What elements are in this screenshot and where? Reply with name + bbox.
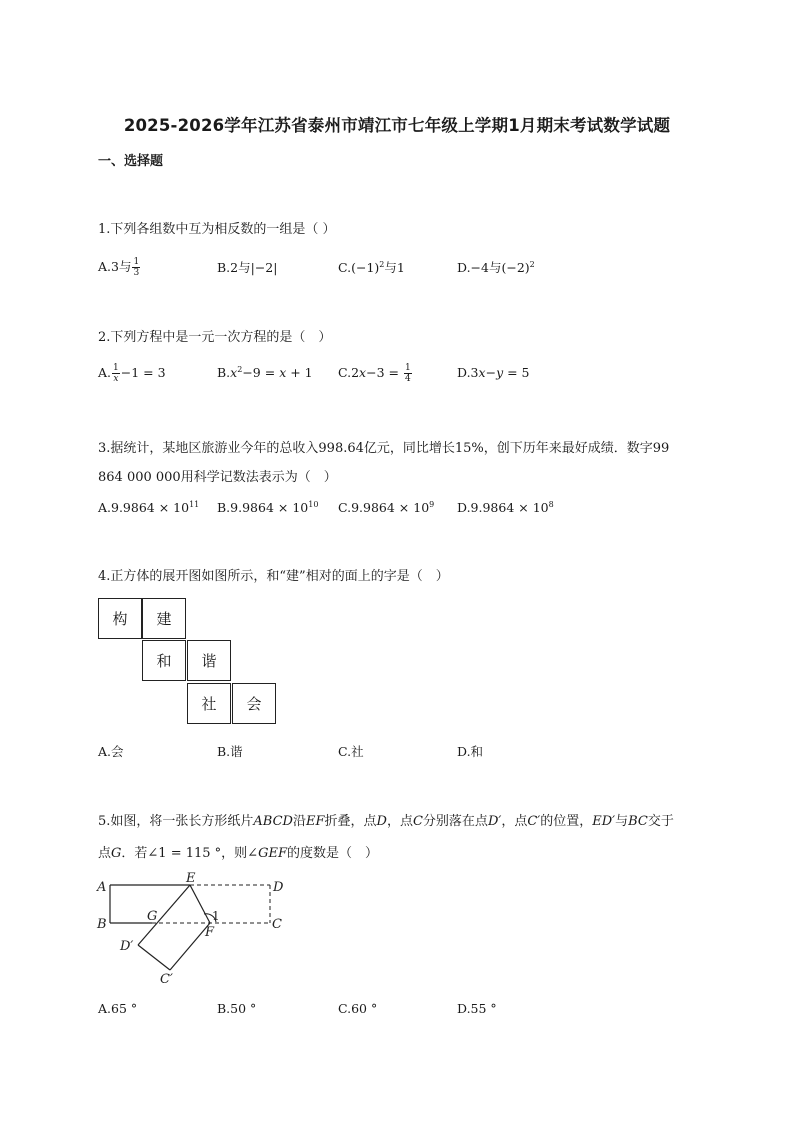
net-cell-he: 和 [142, 640, 186, 681]
q5-option-d: D.55 ° [457, 1001, 497, 1016]
label-f: F [205, 925, 215, 940]
segment-ed-prime [138, 885, 190, 945]
q4-option-a: A.会 [98, 744, 124, 759]
q3-option-a: $A.9.9864 \times 10^{11}$ [98, 500, 200, 516]
q5-option-b: B.50 ° [217, 1001, 257, 1016]
q4-option-b: B.谐 [217, 744, 243, 759]
q4-option-d: D.和 [457, 744, 484, 759]
q4-option-c: C.社 [338, 744, 364, 759]
label-d-prime: D′ [120, 939, 134, 954]
question-2-stem: 2.下列方程中是一元一次方程的是（ ） [98, 330, 332, 345]
q2-option-c: C.2x−3 = $\frac{1}{4}$ [338, 363, 411, 384]
label-d: D [273, 880, 284, 895]
q1-option-b: B.2与|−2| [217, 260, 278, 275]
label-c-prime: C′ [160, 972, 173, 987]
q5-option-c: C.60 ° [338, 1001, 378, 1016]
segment-c-prime-f [170, 923, 210, 970]
fold-line-ef [190, 885, 210, 923]
question-5-stem-line-2: 点G．若∠1 = 115 °，则∠GEF的度数是（ ） [98, 846, 378, 861]
folding-rectangle-figure [92, 870, 302, 990]
net-cell-she: 社 [187, 683, 231, 724]
page-title: 2025-2026学年江苏省泰州市靖江市七年级上学期1月期末考试数学试题 [123, 116, 671, 135]
q2-option-b: $B.x^2-9 = x + 1$ [217, 365, 313, 381]
section-heading: 一、选择题 [98, 154, 164, 169]
q1-option-c: $C.(-1)^2$与1 [338, 259, 405, 275]
question-5-stem-line-1: 5.如图，将一张长方形纸片ABCD沿EF折叠，点D，点C分别落在点D′，点C′的位置，ED′与BC交于 [98, 814, 674, 829]
question-4-stem: 4.正方体的展开图如图所示，和“建”相对的面上的字是（ ） [98, 569, 449, 584]
q1-option-d: D.−4与$(-2)^2$ [457, 259, 535, 275]
q3-option-b: $B.9.9864 \times 10^{10}$ [217, 500, 319, 516]
q2-option-d: D.3x−y = 5 [457, 365, 530, 380]
label-b: B [97, 917, 107, 932]
question-3-stem-line-1: 3.据统计，某地区旅游业今年的总收入998.64亿元，同比增长15%，创下历年来最好成绩．数字99 [98, 441, 670, 456]
segment-d-prime-c-prime [138, 945, 170, 970]
net-cell-hui: 会 [232, 683, 276, 724]
label-c: C [272, 917, 282, 932]
question-3-stem-line-2: 864 000 000用科学记数法表示为（ ） [98, 470, 337, 485]
net-cell-gou: 构 [98, 598, 142, 639]
q5-option-a: A.65 ° [98, 1001, 138, 1016]
net-cell-xie: 谐 [187, 640, 231, 681]
q1-option-a: A.3与 $\frac{1}{3}$ [98, 257, 140, 278]
q2-option-a: A. $\frac{1}{x}$ −1 = 3 [98, 363, 166, 384]
question-1-stem: 1.下列各组数中互为相反数的一组是（ ） [98, 222, 336, 237]
cube-net-figure [98, 598, 280, 726]
label-e: E [186, 871, 196, 886]
q3-option-d: $D.9.9864 \times 10^8$ [457, 500, 554, 516]
label-g: G [147, 909, 158, 924]
label-angle-1: 1 [212, 909, 220, 923]
q3-option-c: $C.9.9864 \times 10^9$ [338, 500, 435, 516]
net-cell-jian: 建 [142, 598, 186, 639]
label-a: A [97, 880, 107, 895]
